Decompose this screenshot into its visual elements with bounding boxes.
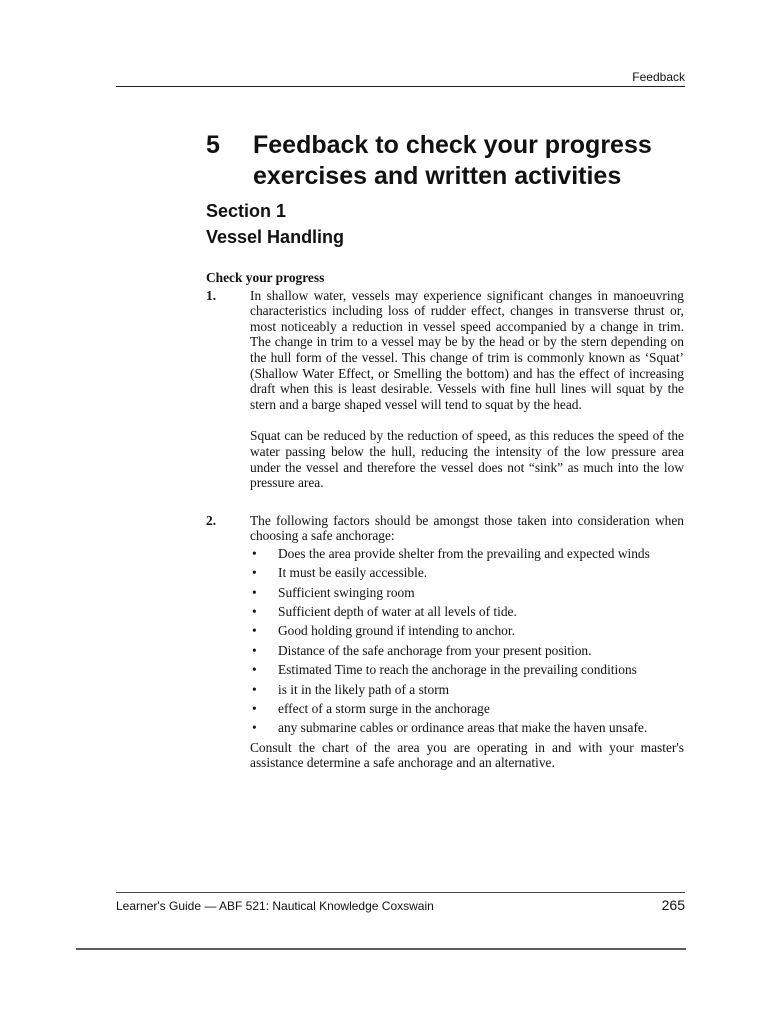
list-item [250,565,684,581]
list-item [250,623,684,639]
list-item [250,585,684,601]
bullet-icon: • [252,701,257,717]
list-item [250,546,684,562]
question-number: 2. [206,512,217,528]
list-item-text: is it in the likely path of a storm [278,681,450,697]
running-header: Feedback [632,70,685,84]
section-label: Section 1 [206,201,287,221]
list-item [250,643,684,659]
chapter-number: 5 [206,131,220,159]
anchorage-factors-list [250,546,684,736]
chapter-title [206,130,686,192]
question-1 [206,288,684,491]
section-title: Vessel Handling [206,227,345,247]
footer-guide-title: Learner's Guide — ABF 521: Nautical Knowledge Coxswain [116,899,434,913]
list-item-text: Sufficient depth of water at all levels of tide. [278,604,517,620]
bullet-icon: • [252,681,257,697]
answer-paragraph: Squat can be reduced by the reduction of speed, as this reduces the speed of the water passing below the hull, reducing the intensity of the low pressure area under the vessel and therefore the vessel does not “sink” as much into the low pressure area. [250,428,684,491]
list-item-text: Sufficient swinging room [278,584,415,600]
list-item-text: Does the area provide shelter from the prevailing and expected winds [278,545,650,561]
question-number: 1. [206,287,217,303]
bullet-icon: • [252,720,257,736]
page-body [206,270,684,771]
list-item [250,701,684,717]
list-item-text: It must be easily accessible. [278,565,428,581]
answer-intro: The following factors should be amongst those taken into consideration when choosing a safe anchorage: [250,512,684,544]
list-item-text: Estimated Time to reach the anchorage in the prevailing conditions [278,662,637,678]
bullet-icon: • [252,545,257,561]
page-number: 265 [661,897,685,913]
answer-paragraph: In shallow water, vessels may experience significant changes in manoeuvring characteristics including loss of rudder effect, changes in transverse thrust or, most noticeably a reduction in vessel speed accompanied by a change in trim. The change in trim to a vessel may be by the head or by the stern depending on the hull form of the vessel. This change of trim is commonly known as ‘Squat’ (Shallow Water Effect, or Smelling the bottom) and has the effect of increasing draft when this is least desirable. Vessels with fine hull lines will squat by the stern and a barge shaped vessel will tend to squat by the head. [250,287,684,412]
section-heading [206,198,344,250]
bullet-icon: • [252,642,257,658]
bullet-icon: • [252,662,257,678]
list-item [250,682,684,698]
list-item [250,720,684,736]
chapter-title-text: Feedback to check your progress exercises and written activities [253,131,652,190]
bullet-icon: • [252,604,257,620]
bullet-icon: • [252,565,257,581]
list-item-text: Good holding ground if intending to anchor. [278,623,515,639]
footer-rule [116,892,685,893]
check-your-progress-heading: Check your progress [206,270,325,285]
scan-edge-line [76,948,686,950]
header-rule [116,86,685,87]
list-item [250,604,684,620]
list-item-text: effect of a storm surge in the anchorage [278,701,490,717]
list-item-text: Distance of the safe anchorage from your present position. [278,642,592,658]
list-item-text: any submarine cables or ordinance areas that make the haven unsafe. [278,720,648,736]
bullet-icon: • [252,623,257,639]
answer-closing: Consult the chart of the area you are operating in and with your master's assistance determine a safe anchorage and an alternative. [250,739,684,771]
question-2 [206,513,684,771]
list-item [250,662,684,678]
bullet-icon: • [252,584,257,600]
